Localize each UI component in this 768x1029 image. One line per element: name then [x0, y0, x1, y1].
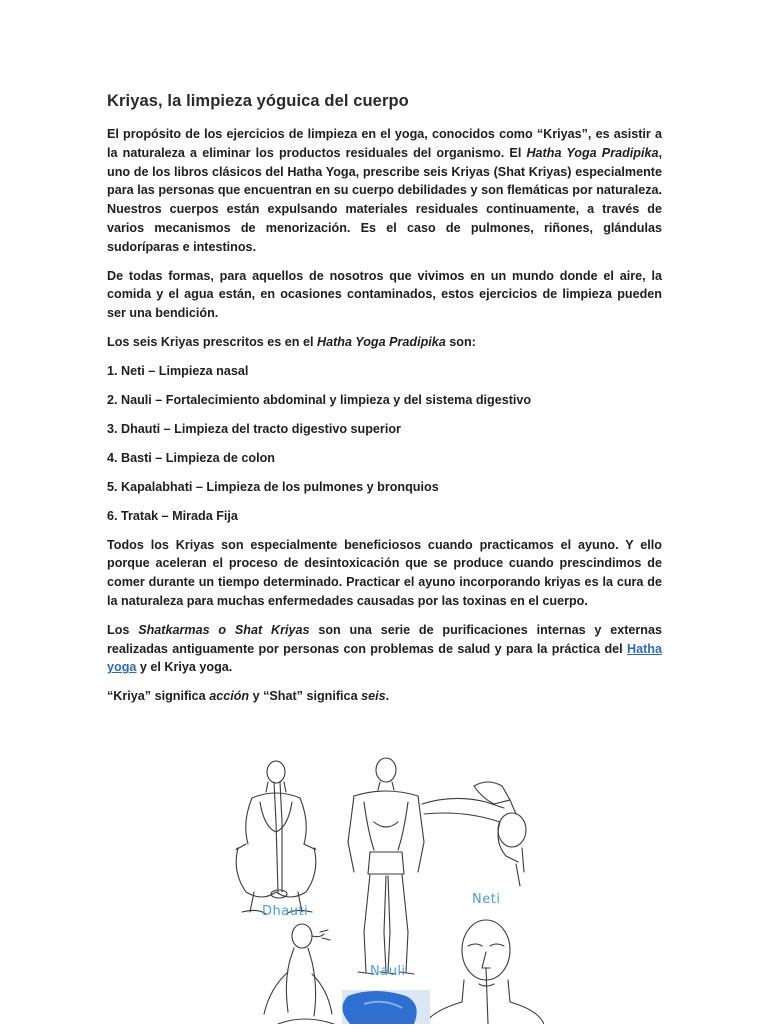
- text-run: y el Kriya yoga.: [136, 660, 233, 675]
- kriyas-illustration: [224, 752, 544, 1024]
- paragraph-list-intro: [107, 333, 662, 352]
- text-run: “Kriya” significa: [107, 689, 210, 704]
- term-accion: acción: [209, 689, 250, 704]
- list-item-basti: 4. Basti – Limpieza de colon: [107, 450, 275, 465]
- term-seis: seis: [361, 689, 386, 704]
- hatha-yoga-link[interactable]: Hatha yoga: [107, 641, 662, 675]
- document-body: [107, 125, 662, 716]
- label-nauli: Nauli: [370, 964, 406, 979]
- text-run: son una serie de purificaciones internas y externas realizadas antiguamente por personas con problemas de salud y para la práctica del: [107, 622, 662, 656]
- list-item-nauli: 2. Nauli – Fortalecimiento abdominal y limpieza y del sistema digestivo: [107, 392, 532, 407]
- text-run: Los: [107, 622, 139, 637]
- text-run: .: [385, 689, 390, 704]
- term-shatkarmas: Shatkarmas o Shat Kriyas: [138, 622, 310, 637]
- paragraph-contamination: De todas formas, para aquellos de nosotros que vivimos en un mundo donde el aire, la comida y el agua están, en ocasiones contaminados, estos ejercicios de limpieza pueden ser una bendición.: [107, 268, 662, 321]
- page-title: Kriyas, la limpieza yóguica del cuerpo: [107, 92, 409, 110]
- nauli-figure: [348, 758, 424, 974]
- text-run: El propósito de los ejercicios de limpieza en el yoga, conocidos como “Kriyas”, es asistir a la naturaleza a eliminar los productos residuales del organismo. El: [107, 127, 662, 160]
- text-run: son:: [445, 334, 476, 349]
- illustration-drawing: [224, 752, 544, 1024]
- text-run: , uno de los libros clásicos del Hatha Yoga, prescribe seis Kriyas (Shat Kriyas) especialmente para las personas que encuentran en su cuerpo debilidades y son flemáticas por naturaleza. Nuestros cuerpos están expulsando materiales residuales continuamente, a través de varios mecanismos de menorización. Es el caso de pulmones, riñones, glándulas sudoríparas e intestinos.: [107, 145, 662, 254]
- paragraph-shatkarmas: [107, 621, 662, 677]
- paragraph-intro: [107, 125, 662, 257]
- label-neti: Neti: [472, 892, 501, 907]
- text-run: y “Shat” significa: [249, 689, 362, 704]
- list-item-dhauti: 3. Dhauti – Limpieza del tracto digestivo superior: [107, 421, 401, 436]
- neti-figure: [422, 782, 526, 886]
- kapalabhati-figure: [264, 924, 334, 1024]
- list-item-tratak: 6. Tratak – Mirada Fija: [107, 508, 238, 523]
- paragraph-definition: [107, 687, 662, 706]
- text-run: Los seis Kriyas prescritos es en el: [107, 334, 318, 349]
- dhauti-figure: [236, 761, 316, 914]
- book-title: Hatha Yoga Pradipika: [526, 145, 659, 160]
- list-item-kapalabhati: 5. Kapalabhati – Limpieza de los pulmones y bronquios: [107, 479, 439, 494]
- list-item-neti: 1. Neti – Limpieza nasal: [107, 363, 249, 378]
- sutra-neti-figure: [424, 920, 544, 1024]
- basti-cloth: [342, 990, 430, 1024]
- book-title: Hatha Yoga Pradipika: [317, 334, 446, 349]
- label-dhauti: Dhauti: [262, 904, 309, 919]
- paragraph-fasting: Todos los Kriyas son especialmente beneficiosos cuando practicamos el ayuno. Y ello porque aceleran el proceso de desintoxicación que se produce cuando prescindimos de comer durante un tiempo determinado. Practicar el ayuno incorporando kriyas es la cura de la naturaleza para muchas enfermedades causadas por las toxinas en el cuerpo.: [107, 537, 662, 609]
